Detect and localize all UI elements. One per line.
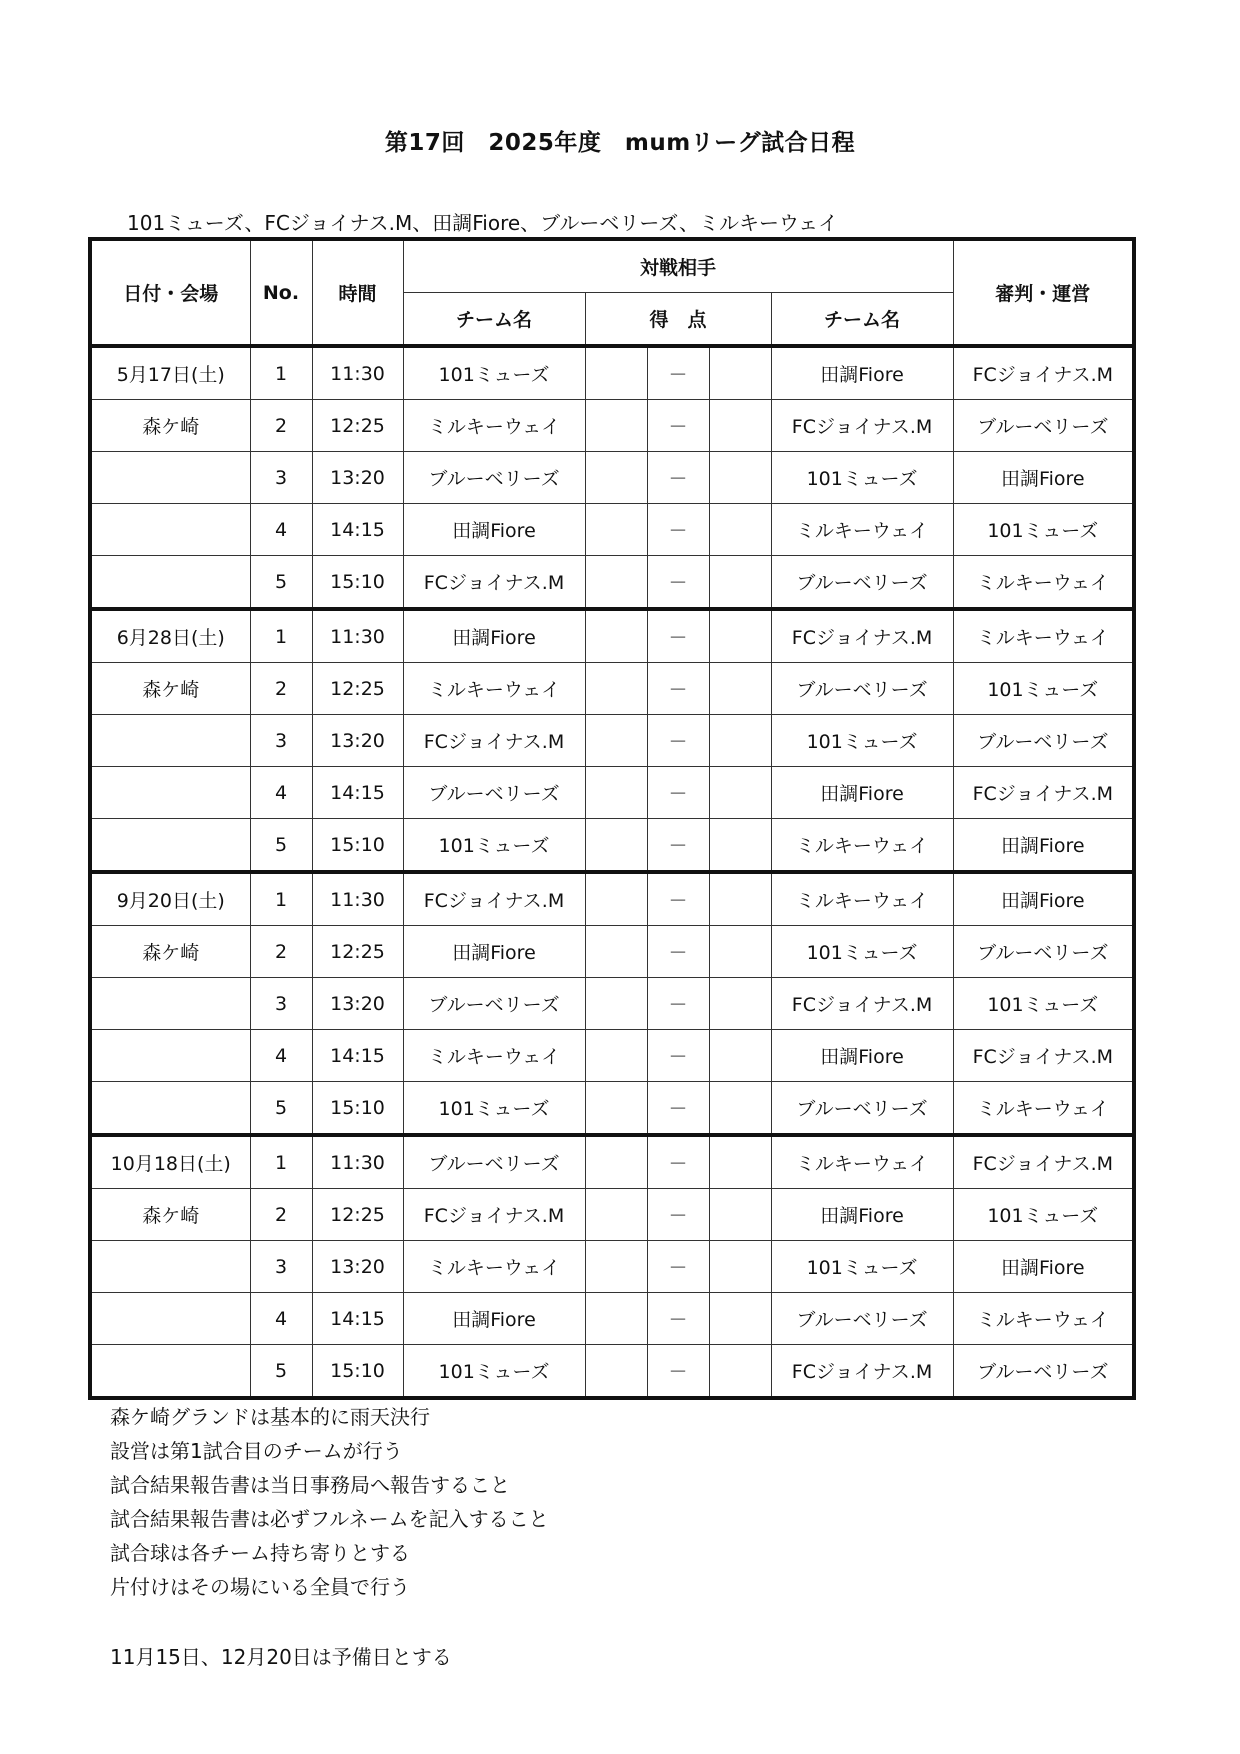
team2-name: 101ミューズ: [771, 1241, 953, 1293]
referee-team: ミルキーウェイ: [953, 609, 1134, 663]
match-row: [90, 1241, 1134, 1293]
match-no: 2: [250, 400, 312, 452]
participating-teams: 101ミューズ、FCジョイナス.M、田調Fiore、ブルーベリーズ、ミルキーウェイ: [127, 211, 839, 235]
team2-name: 田調Fiore: [771, 1030, 953, 1082]
score-right: [709, 767, 771, 819]
team1-name: FCジョイナス.M: [403, 1189, 585, 1241]
match-time: 15:10: [312, 819, 403, 873]
match-row: [90, 400, 1134, 452]
score-left: [585, 1135, 647, 1189]
match-no: 3: [250, 978, 312, 1030]
referee-team: ブルーベリーズ: [953, 926, 1134, 978]
score-dash: －: [647, 819, 709, 873]
referee-team: 101ミューズ: [953, 504, 1134, 556]
score-left: [585, 452, 647, 504]
score-left: [585, 715, 647, 767]
referee-team: FCジョイナス.M: [953, 346, 1134, 400]
score-dash: －: [647, 556, 709, 610]
match-no: 3: [250, 715, 312, 767]
team1-name: ミルキーウェイ: [403, 1030, 585, 1082]
match-no: 5: [250, 556, 312, 610]
match-time: 12:25: [312, 400, 403, 452]
team2-name: FCジョイナス.M: [771, 609, 953, 663]
referee-team: FCジョイナス.M: [953, 1135, 1134, 1189]
team1-name: 田調Fiore: [403, 504, 585, 556]
note-item: 片付けはその場にいる全員で行う: [110, 1575, 410, 1599]
match-row: [90, 452, 1134, 504]
score-left: [585, 400, 647, 452]
match-time: 11:30: [312, 609, 403, 663]
match-time: 11:30: [312, 1135, 403, 1189]
match-time: 11:30: [312, 872, 403, 926]
score-dash: －: [647, 609, 709, 663]
referee-team: 田調Fiore: [953, 452, 1134, 504]
score-right: [709, 1082, 771, 1136]
score-right: [709, 556, 771, 610]
score-right: [709, 1241, 771, 1293]
header-team2: チーム名: [771, 293, 953, 347]
team2-name: FCジョイナス.M: [771, 1345, 953, 1399]
date-venue-empty: [90, 767, 250, 819]
date-venue-empty: [90, 1293, 250, 1345]
score-right: [709, 504, 771, 556]
date-venue-empty: [90, 715, 250, 767]
match-no: 2: [250, 926, 312, 978]
team2-name: 101ミューズ: [771, 452, 953, 504]
score-right: [709, 872, 771, 926]
score-left: [585, 872, 647, 926]
team2-name: ミルキーウェイ: [771, 819, 953, 873]
match-date: 9月20日(土): [90, 872, 250, 926]
score-right: [709, 715, 771, 767]
match-row: [90, 767, 1134, 819]
match-no: 2: [250, 663, 312, 715]
match-time: 15:10: [312, 556, 403, 610]
score-dash: －: [647, 1345, 709, 1399]
score-left: [585, 1082, 647, 1136]
score-right: [709, 926, 771, 978]
score-dash: －: [647, 1082, 709, 1136]
match-no: 1: [250, 872, 312, 926]
score-right: [709, 609, 771, 663]
page-title: 第17回 2025年度 mumリーグ試合日程: [384, 130, 856, 156]
match-time: 15:10: [312, 1082, 403, 1136]
score-dash: －: [647, 872, 709, 926]
match-row: [90, 609, 1134, 663]
match-time: 13:20: [312, 715, 403, 767]
score-right: [709, 452, 771, 504]
score-dash: －: [647, 1030, 709, 1082]
score-left: [585, 926, 647, 978]
team1-name: 田調Fiore: [403, 609, 585, 663]
header-no: No.: [250, 239, 312, 346]
match-row: [90, 819, 1134, 873]
team2-name: ブルーベリーズ: [771, 663, 953, 715]
date-venue-empty: [90, 556, 250, 610]
match-row: [90, 978, 1134, 1030]
match-no: 3: [250, 452, 312, 504]
team2-name: ブルーベリーズ: [771, 556, 953, 610]
score-dash: －: [647, 926, 709, 978]
header-team1: チーム名: [403, 293, 585, 347]
score-right: [709, 663, 771, 715]
team1-name: ブルーベリーズ: [403, 767, 585, 819]
referee-team: FCジョイナス.M: [953, 1030, 1134, 1082]
team1-name: 101ミューズ: [403, 1082, 585, 1136]
score-left: [585, 1241, 647, 1293]
match-row: [90, 872, 1134, 926]
match-row: [90, 1030, 1134, 1082]
score-right: [709, 1135, 771, 1189]
date-venue-empty: [90, 1241, 250, 1293]
match-time: 14:15: [312, 1030, 403, 1082]
match-venue: 森ケ崎: [90, 663, 250, 715]
team1-name: 101ミューズ: [403, 346, 585, 400]
match-row: [90, 1345, 1134, 1399]
team2-name: ミルキーウェイ: [771, 1135, 953, 1189]
score-dash: －: [647, 504, 709, 556]
score-left: [585, 978, 647, 1030]
match-no: 5: [250, 1345, 312, 1399]
match-venue: 森ケ崎: [90, 400, 250, 452]
score-left: [585, 504, 647, 556]
match-time: 15:10: [312, 1345, 403, 1399]
note-item: 試合結果報告書は当日事務局へ報告すること: [110, 1473, 510, 1497]
header-date-venue: 日付・会場: [90, 239, 250, 346]
team1-name: ブルーベリーズ: [403, 978, 585, 1030]
score-right: [709, 1189, 771, 1241]
match-time: 14:15: [312, 767, 403, 819]
match-time: 14:15: [312, 1293, 403, 1345]
team1-name: ミルキーウェイ: [403, 1241, 585, 1293]
score-right: [709, 1293, 771, 1345]
match-time: 12:25: [312, 926, 403, 978]
score-left: [585, 346, 647, 400]
match-venue: 森ケ崎: [90, 926, 250, 978]
note-item: 森ケ崎グランドは基本的に雨天決行: [110, 1405, 430, 1429]
match-no: 4: [250, 504, 312, 556]
match-row: [90, 504, 1134, 556]
match-venue: 森ケ崎: [90, 1189, 250, 1241]
score-left: [585, 819, 647, 873]
score-left: [585, 609, 647, 663]
referee-team: 101ミューズ: [953, 663, 1134, 715]
team2-name: 田調Fiore: [771, 1189, 953, 1241]
score-right: [709, 978, 771, 1030]
match-no: 3: [250, 1241, 312, 1293]
date-venue-empty: [90, 452, 250, 504]
team1-name: ミルキーウェイ: [403, 400, 585, 452]
header-row-top: [90, 239, 1134, 293]
match-row: [90, 1135, 1134, 1189]
match-time: 13:20: [312, 1241, 403, 1293]
score-left: [585, 1293, 647, 1345]
match-row: [90, 1082, 1134, 1136]
referee-team: FCジョイナス.M: [953, 767, 1134, 819]
match-time: 13:20: [312, 978, 403, 1030]
match-no: 5: [250, 1082, 312, 1136]
team2-name: 田調Fiore: [771, 767, 953, 819]
score-left: [585, 767, 647, 819]
match-date: 5月17日(土): [90, 346, 250, 400]
team1-name: ブルーベリーズ: [403, 1135, 585, 1189]
score-right: [709, 819, 771, 873]
match-row: [90, 926, 1134, 978]
score-dash: －: [647, 767, 709, 819]
score-right: [709, 400, 771, 452]
schedule-body: [90, 346, 1134, 1398]
team1-name: 101ミューズ: [403, 819, 585, 873]
header-time: 時間: [312, 239, 403, 346]
score-dash: －: [647, 346, 709, 400]
match-no: 1: [250, 1135, 312, 1189]
team2-name: 101ミューズ: [771, 926, 953, 978]
match-no: 2: [250, 1189, 312, 1241]
date-venue-empty: [90, 1082, 250, 1136]
match-time: 13:20: [312, 452, 403, 504]
team1-name: FCジョイナス.M: [403, 556, 585, 610]
team2-name: FCジョイナス.M: [771, 978, 953, 1030]
referee-team: 田調Fiore: [953, 872, 1134, 926]
match-time: 14:15: [312, 504, 403, 556]
team2-name: ミルキーウェイ: [771, 872, 953, 926]
team2-name: ミルキーウェイ: [771, 504, 953, 556]
referee-team: ミルキーウェイ: [953, 1293, 1134, 1345]
header-referee: 審判・運営: [953, 239, 1134, 346]
date-venue-empty: [90, 978, 250, 1030]
score-dash: －: [647, 715, 709, 767]
note-item: 設営は第1試合目のチームが行う: [110, 1439, 403, 1463]
team1-name: FCジョイナス.M: [403, 715, 585, 767]
team2-name: 101ミューズ: [771, 715, 953, 767]
match-row: [90, 663, 1134, 715]
team1-name: FCジョイナス.M: [403, 872, 585, 926]
score-dash: －: [647, 1293, 709, 1345]
score-dash: －: [647, 1189, 709, 1241]
referee-team: ブルーベリーズ: [953, 1345, 1134, 1399]
team2-name: FCジョイナス.M: [771, 400, 953, 452]
team2-name: ブルーベリーズ: [771, 1293, 953, 1345]
referee-team: 101ミューズ: [953, 1189, 1134, 1241]
score-dash: －: [647, 663, 709, 715]
date-venue-empty: [90, 1345, 250, 1399]
date-venue-empty: [90, 819, 250, 873]
score-left: [585, 1189, 647, 1241]
team2-name: ブルーベリーズ: [771, 1082, 953, 1136]
note-item: 試合球は各チーム持ち寄りとする: [110, 1541, 410, 1565]
reserve-days-note: 11月15日、12月20日は予備日とする: [110, 1645, 452, 1669]
referee-team: ミルキーウェイ: [953, 1082, 1134, 1136]
score-right: [709, 1345, 771, 1399]
referee-team: 田調Fiore: [953, 1241, 1134, 1293]
header-score: 得 点: [585, 293, 771, 347]
team1-name: 101ミューズ: [403, 1345, 585, 1399]
match-no: 5: [250, 819, 312, 873]
date-venue-empty: [90, 1030, 250, 1082]
schedule-table: [88, 237, 1136, 1400]
match-time: 12:25: [312, 663, 403, 715]
team1-name: ミルキーウェイ: [403, 663, 585, 715]
notes-list: [110, 1400, 549, 1604]
match-no: 1: [250, 609, 312, 663]
score-right: [709, 346, 771, 400]
score-left: [585, 1345, 647, 1399]
match-time: 12:25: [312, 1189, 403, 1241]
match-date: 10月18日(土): [90, 1135, 250, 1189]
referee-team: ブルーベリーズ: [953, 400, 1134, 452]
team1-name: 田調Fiore: [403, 926, 585, 978]
match-row: [90, 346, 1134, 400]
match-no: 4: [250, 1030, 312, 1082]
score-dash: －: [647, 978, 709, 1030]
referee-team: 101ミューズ: [953, 978, 1134, 1030]
note-item: 試合結果報告書は必ずフルネームを記入すること: [110, 1507, 549, 1531]
score-left: [585, 1030, 647, 1082]
referee-team: ミルキーウェイ: [953, 556, 1134, 610]
score-dash: －: [647, 1135, 709, 1189]
score-dash: －: [647, 1241, 709, 1293]
referee-team: ブルーベリーズ: [953, 715, 1134, 767]
score-dash: －: [647, 452, 709, 504]
match-no: 4: [250, 1293, 312, 1345]
team1-name: 田調Fiore: [403, 1293, 585, 1345]
score-right: [709, 1030, 771, 1082]
score-left: [585, 663, 647, 715]
match-no: 1: [250, 346, 312, 400]
match-row: [90, 1189, 1134, 1241]
score-dash: －: [647, 400, 709, 452]
referee-team: 田調Fiore: [953, 819, 1134, 873]
match-row: [90, 1293, 1134, 1345]
date-venue-empty: [90, 504, 250, 556]
team2-name: 田調Fiore: [771, 346, 953, 400]
header-opponents: 対戦相手: [403, 239, 953, 293]
score-left: [585, 556, 647, 610]
team1-name: ブルーベリーズ: [403, 452, 585, 504]
match-no: 4: [250, 767, 312, 819]
match-row: [90, 715, 1134, 767]
match-row: [90, 556, 1134, 610]
match-date: 6月28日(土): [90, 609, 250, 663]
match-time: 11:30: [312, 346, 403, 400]
